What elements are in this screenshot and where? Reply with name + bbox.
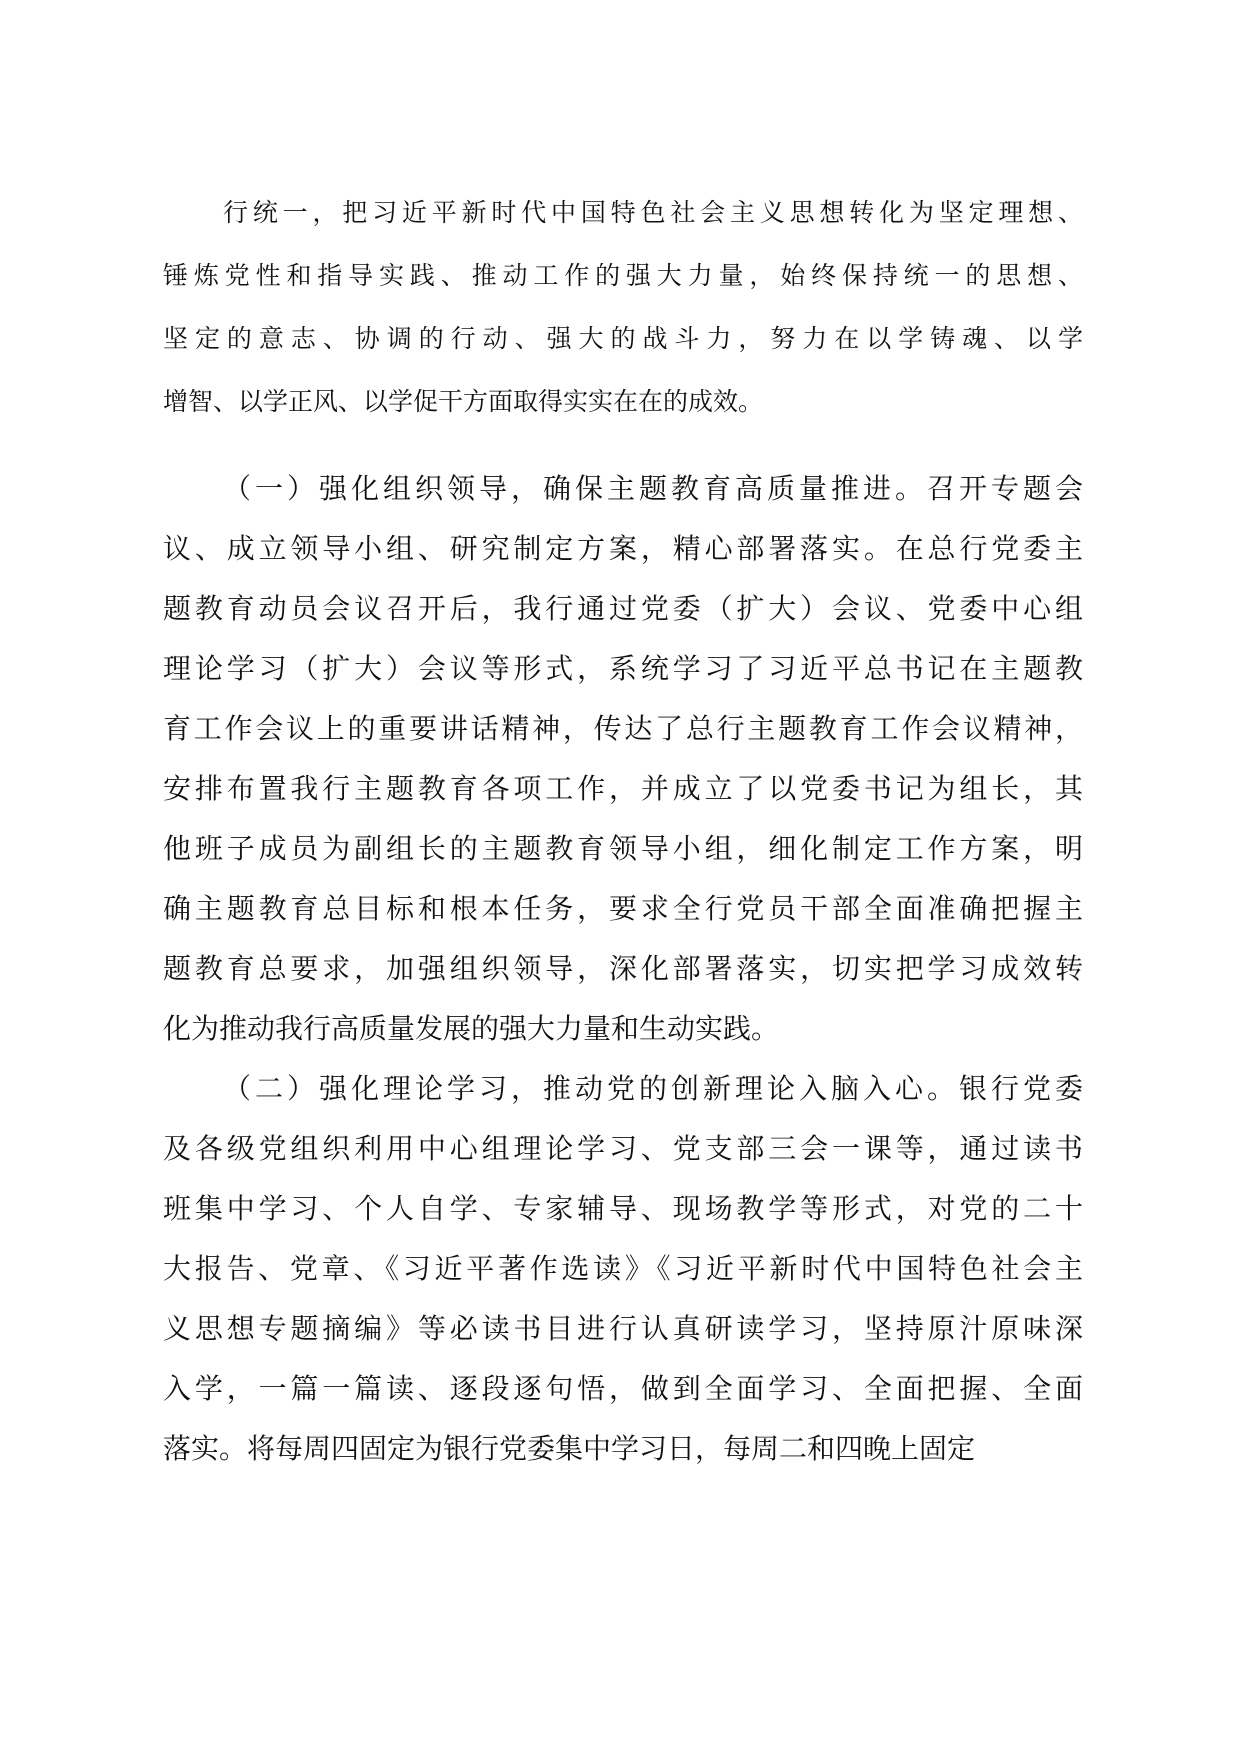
section-two-line-2: 及各级党组织利用中心组理论学习、党支部三会一课等，通过读书 [163, 1132, 1083, 1165]
section-one-line-9: 题教育总要求，加强组织领导，深化部署落实，切实把学习成效转 [163, 952, 1083, 985]
section-two-line-5: 义思想专题摘编》等必读书目进行认真研读学习，坚持原汁原味深 [163, 1312, 1083, 1345]
section-two-line-6: 入学，一篇一篇读、逐段逐句悟，做到全面学习、全面把握、全面 [163, 1372, 1083, 1405]
intro-line-3: 坚定的意志、协调的行动、强大的战斗力，努力在以学铸魂、以学 [163, 324, 1083, 353]
section-two-line-3: 班集中学习、个人自学、专家辅导、现场教学等形式，对党的二十 [163, 1192, 1083, 1225]
section-one-line-10: 化为推动我行高质量发展的强大力量和生动实践。 [163, 1012, 780, 1045]
section-one-line-6: 安排布置我行主题教育各项工作，并成立了以党委书记为组长，其 [163, 772, 1083, 805]
section-two-line-1: （二）强化理论学习，推动党的创新理论入脑入心。银行党委 [223, 1072, 1083, 1105]
intro-line-1: 行统一，把习近平新时代中国特色社会主义思想转化为坚定理想、 [223, 198, 1083, 227]
section-one-line-5: 育工作会议上的重要讲话精神，传达了总行主题教育工作会议精神， [163, 712, 1083, 745]
section-two-line-4: 大报告、党章、《习近平著作选读》《习近平新时代中国特色社会主 [163, 1252, 1083, 1285]
intro-line-4: 增智、以学正风、以学促干方面取得实实在在的成效。 [163, 387, 764, 416]
section-one-line-1: （一）强化组织领导，确保主题教育高质量推进。召开专题会 [223, 472, 1083, 505]
section-one-line-4: 理论学习（扩大）会议等形式，系统学习了习近平总书记在主题教 [163, 652, 1083, 685]
section-one-line-7: 他班子成员为副组长的主题教育领导小组，细化制定工作方案，明 [163, 832, 1083, 865]
section-one-line-3: 题教育动员会议召开后，我行通过党委（扩大）会议、党委中心组 [163, 592, 1083, 625]
section-one-line-8: 确主题教育总目标和根本任务，要求全行党员干部全面准确把握主 [163, 892, 1083, 925]
intro-line-2: 锤炼党性和指导实践、推动工作的强大力量，始终保持统一的思想、 [163, 261, 1083, 290]
section-one-line-2: 议、成立领导小组、研究制定方案，精心部署落实。在总行党委主 [163, 532, 1083, 565]
section-two-line-7: 落实。将每周四固定为银行党委集中学习日，每周二和四晚上固定 [163, 1432, 976, 1465]
